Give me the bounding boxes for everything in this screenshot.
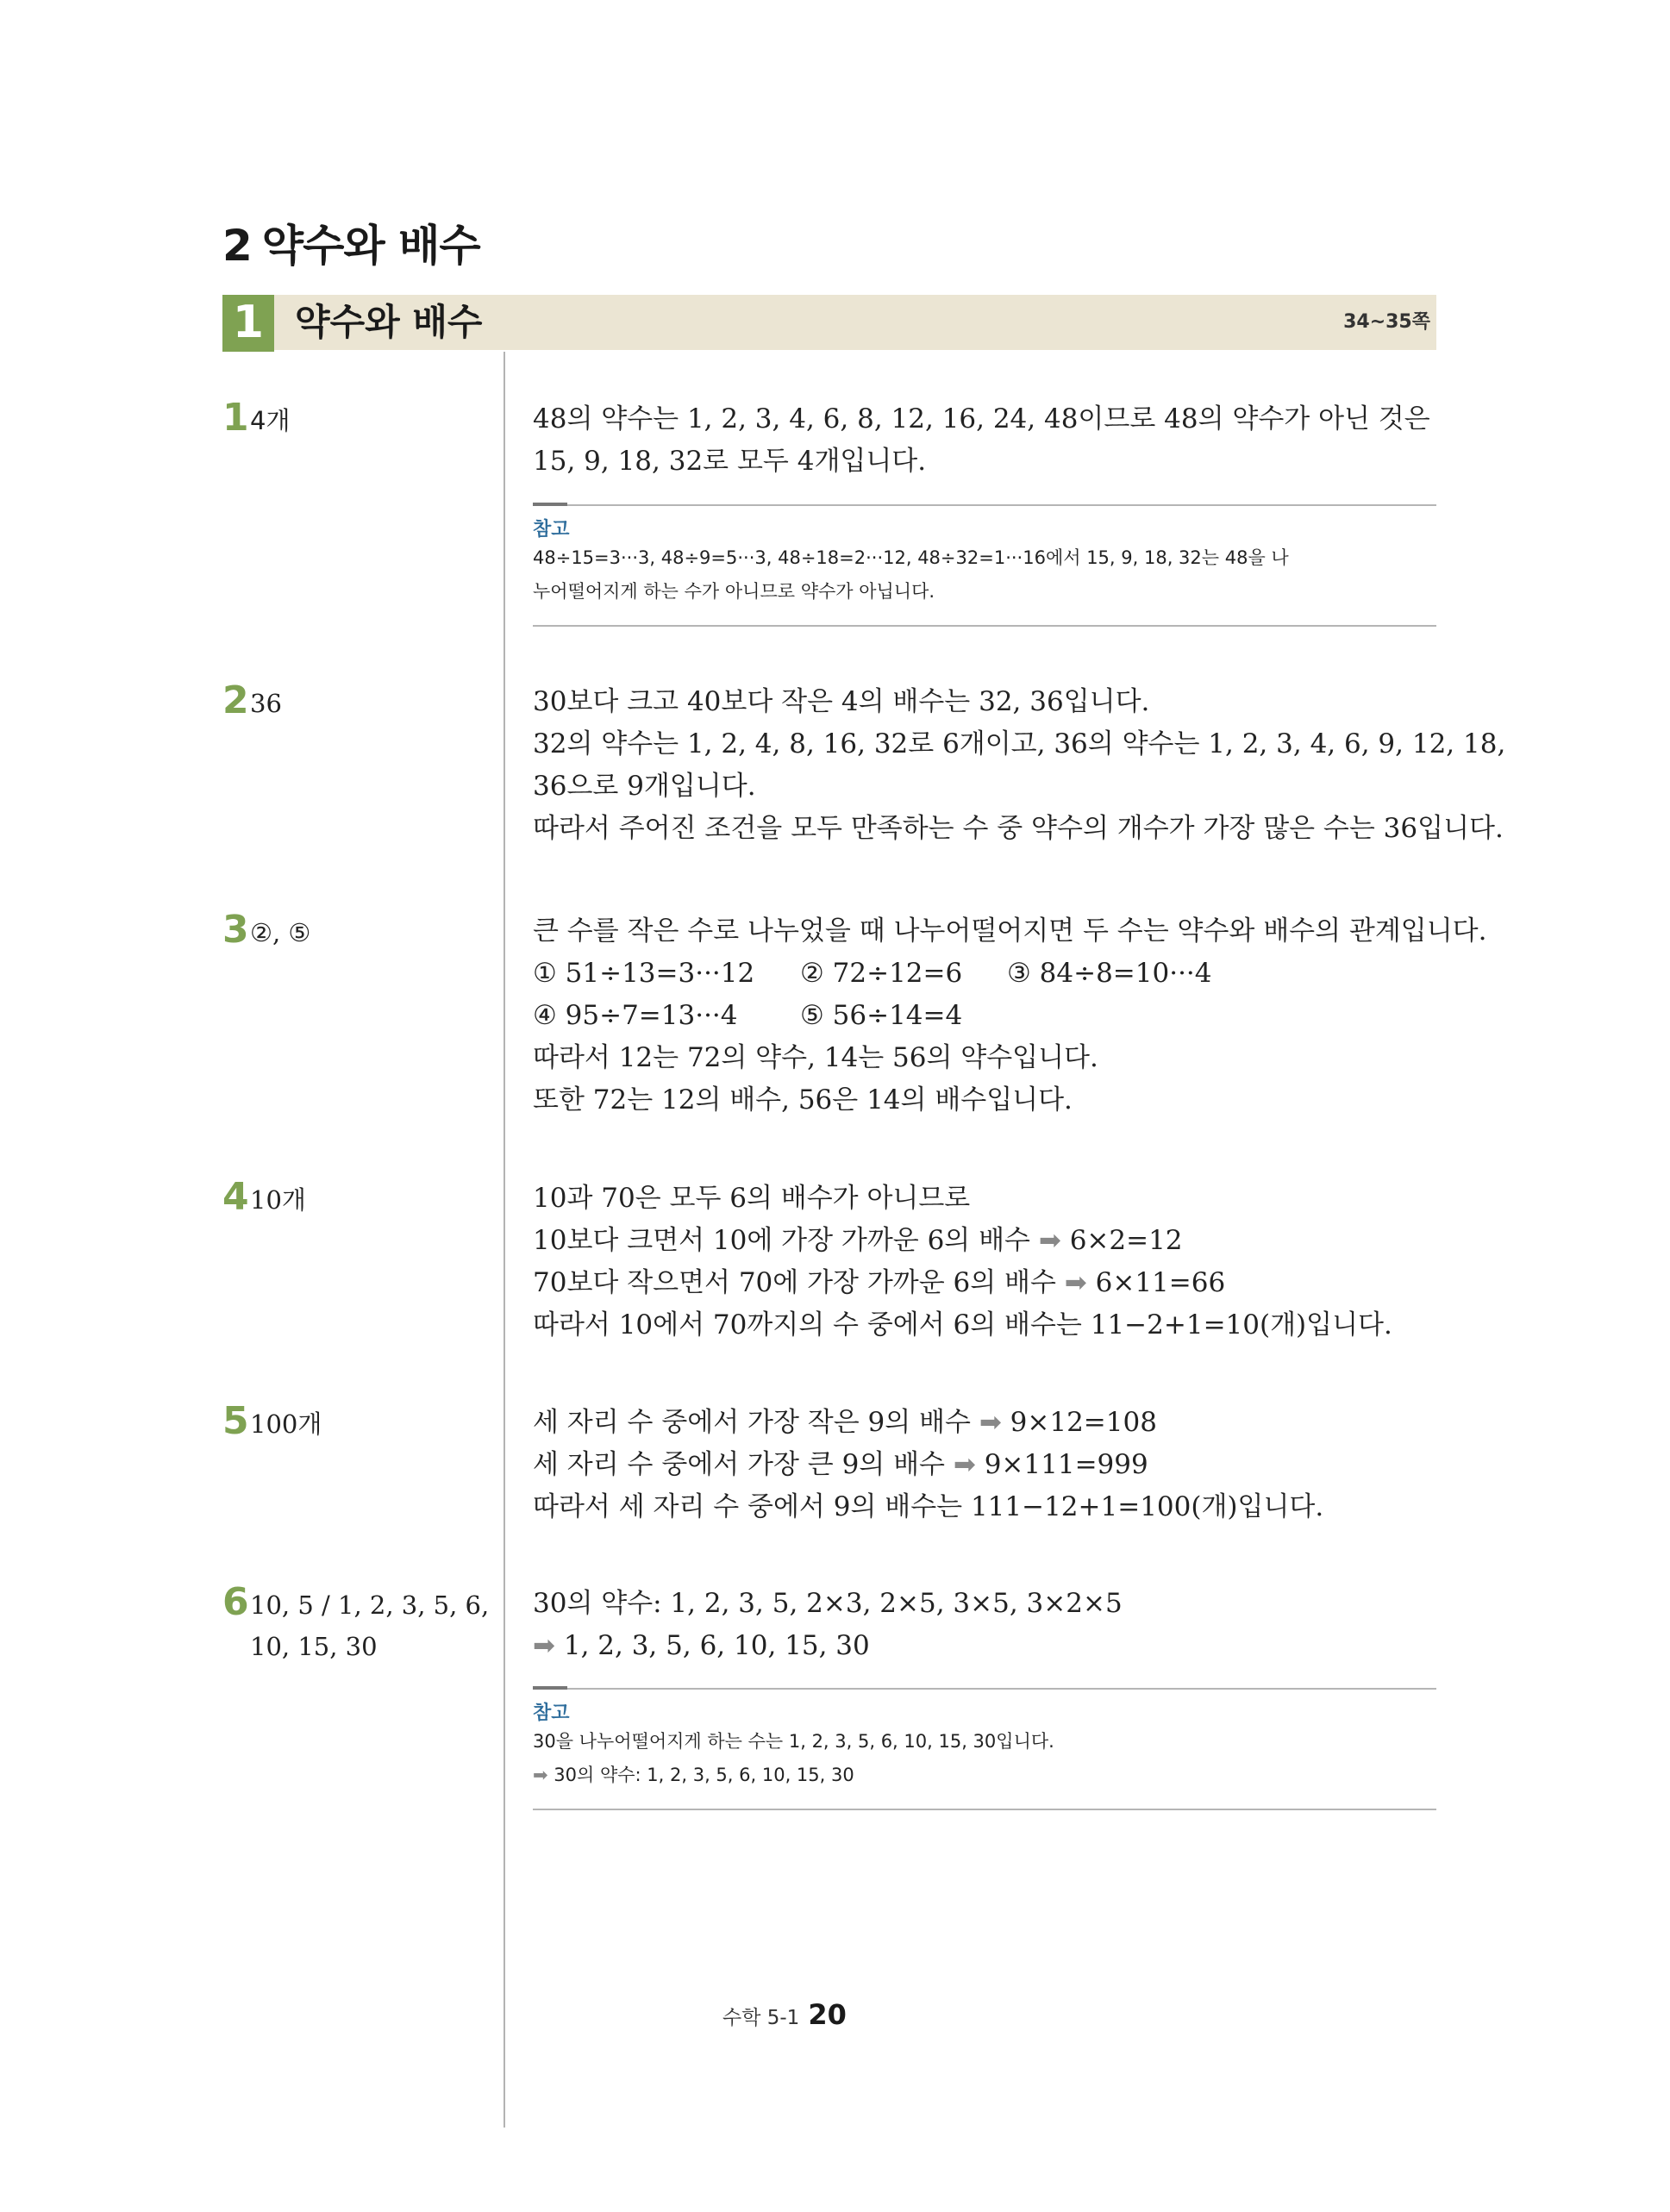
note-line: 48÷15=3···3, 48÷9=5···3, 48÷18=2···12, 48÷32=1···16에서 15, 9, 18, 32는 48을 나 [533, 547, 1289, 568]
section-title: 약수와 배수 [295, 301, 483, 343]
solution-line: 30의 약수: 1, 2, 3, 5, 2×3, 2×5, 3×5, 3×2×5 [533, 1588, 1123, 1619]
solution [533, 1178, 1438, 1347]
solution-line: 따라서 12는 72의 약수, 14는 56의 약수입니다. [533, 1042, 1098, 1073]
answer-line: 10, 5 / 1, 2, 3, 5, 6, [250, 1590, 490, 1620]
note-tab [533, 503, 567, 506]
column-divider [504, 352, 505, 2128]
solution [533, 910, 1487, 1122]
solution-line: 세 자리 수 중에서 가장 작은 9의 배수 ➡ 9×12=108 [533, 1407, 1157, 1438]
arrow-icon: ➡ [953, 1449, 976, 1480]
solution-line: 70보다 작으면서 70에 가장 가까운 6의 배수 ➡ 6×11=66 [533, 1267, 1226, 1298]
problem-answer: 4개 [250, 406, 291, 435]
solution-line: 10과 70은 모두 6의 배수가 아니므로 [533, 1183, 971, 1214]
solution-line: 30보다 크고 40보다 작은 4의 배수는 32, 36입니다. [533, 686, 1150, 717]
note-tab [533, 1686, 567, 1690]
section-number-underline [222, 350, 274, 352]
solution-line: 세 자리 수 중에서 가장 큰 9의 배수 ➡ 9×111=999 [533, 1449, 1148, 1480]
note-line: 30을 나누어떨어지게 하는 수는 1, 2, 3, 5, 6, 10, 15, 30입니다. [533, 1731, 1054, 1752]
arrow-icon: ➡ [533, 1630, 555, 1661]
section-page-range: 34~35쪽 [1343, 311, 1430, 333]
chapter-number: 2 [222, 221, 252, 271]
problem-number: 4 [222, 1175, 249, 1219]
problem-number: 3 [222, 908, 249, 952]
problem-answer [250, 1584, 496, 1667]
section-number: 1 [222, 295, 274, 350]
equation: ④ 95÷7=13···4 [533, 1000, 738, 1031]
note-label: 참고 [533, 1703, 570, 1724]
problem-number: 5 [222, 1399, 249, 1443]
arrow-icon: ➡ [979, 1407, 1002, 1438]
problem-number: 6 [222, 1580, 249, 1624]
arrow-icon: ➡ [1064, 1267, 1087, 1298]
solution [533, 1402, 1438, 1528]
problem-answer: ②, ⑤ [250, 918, 311, 947]
arrow-icon: ➡ [533, 1765, 548, 1785]
problem-answer: 10개 [250, 1185, 306, 1215]
book-title: 수학 5-1 [722, 2007, 800, 2029]
solution-line: 48의 약수는 1, 2, 3, 4, 6, 8, 12, 16, 24, 48이므로 48의 약수가 아닌 것은 15, 9, 18, 32로 모두 4개입니다. [533, 403, 1430, 477]
note-line: 누어떨어지게 하는 수가 아니므로 약수가 아닙니다. [533, 581, 935, 602]
equation: ① 51÷13=3···12 [533, 958, 755, 989]
note-line: ➡ 30의 약수: 1, 2, 3, 5, 6, 10, 15, 30 [533, 1765, 854, 1785]
equation: ③ 84÷8=10···4 [1007, 958, 1212, 989]
problem-number: 1 [222, 396, 249, 440]
solution-line: 또한 72는 12의 배수, 56은 14의 배수입니다. [533, 1084, 1073, 1115]
problem-answer: 100개 [250, 1409, 322, 1439]
note-box [533, 1688, 1436, 1810]
problem-answer: 36 [250, 689, 282, 718]
note-box [533, 504, 1436, 627]
equation: ② 72÷12=6 [800, 958, 963, 989]
solution-line: 따라서 주어진 조건을 모두 만족하는 수 중 약수의 개수가 가장 많은 수는 36입니다. [533, 813, 1504, 844]
page-number: 20 [808, 1998, 847, 2031]
equation: ⑤ 56÷14=4 [800, 1000, 963, 1031]
solution [533, 398, 1438, 483]
answer-line: 10, 15, 30 [250, 1632, 378, 1661]
solution-line: 32의 약수는 1, 2, 4, 8, 16, 32로 6개이고, 36의 약수는 1, 2, 3, 4, 6, 9, 12, 18, [533, 728, 1506, 759]
arrow-icon: ➡ [1038, 1225, 1061, 1256]
solution-line: 따라서 세 자리 수 중에서 9의 배수는 111−12+1=100(개)입니다. [533, 1491, 1324, 1522]
problem-number: 2 [222, 678, 249, 722]
solution-line: ➡ 1, 2, 3, 5, 6, 10, 15, 30 [533, 1630, 870, 1661]
chapter-title: 약수와 배수 [261, 221, 480, 271]
note-text [533, 541, 1436, 609]
chapter-heading [222, 211, 480, 273]
solution-line: 큰 수를 작은 수로 나누었을 때 나누어떨어지면 두 수는 약수와 배수의 관계입니다. [533, 915, 1487, 947]
solution [533, 1583, 1438, 1667]
note-label: 참고 [533, 519, 570, 541]
solution-line: 10보다 크면서 10에 가장 가까운 6의 배수 ➡ 6×2=12 [533, 1225, 1183, 1256]
solution [533, 681, 1506, 850]
equation-row [533, 995, 1438, 1037]
note-text [533, 1725, 1436, 1792]
page-footer [722, 1998, 847, 2031]
solution-line: 36으로 9개입니다. [533, 771, 756, 802]
solution-line: 따라서 10에서 70까지의 수 중에서 6의 배수는 11−2+1=10(개)입니다. [533, 1309, 1392, 1340]
equation-row [533, 953, 1438, 995]
